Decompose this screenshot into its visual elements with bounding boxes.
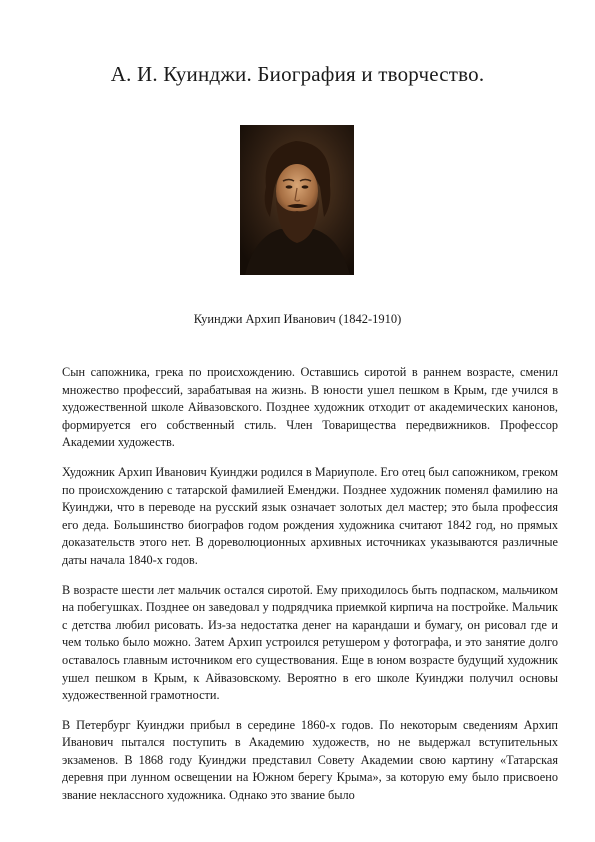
portrait-illustration [240,125,354,275]
paragraph: Сын сапожника, грека по происхождению. Оставшись сиротой в раннем возрасте, сменил множество профессий, зарабатывая на жизнь. В юности ушел пешком в Крым, где учился в художественной школе Айвазовского. Позднее художник отходит от академических канонов, формируется его собственный стиль. Член Товарищества передвижников. Профессор Академии художеств. [62,365,558,450]
paragraph: В Петербург Куинджи прибыл в середине 1860-х годов. По некоторым сведениям Архип Иванович пытался поступить в Академию художеств, но не выдержал вступительных экзаменов. В 1868 году Куинджи представил Совету Академии свою картину «Татарская деревня при лунном освещении на Южном берегу Крыма», за которую ему было присвоено звание неклассного художника. Однако это звание было [62,717,558,803]
portrait-image [240,125,354,275]
document-body [62,364,558,817]
paragraph: Художник Архип Иванович Куинджи родился в Мариуполе. Его отец был сапожником, греком по происхождению с татарской фамилией Еменджи. Позднее художник поменял фамилию на Куинджи, что в переводе на русский язык означает золотых дел мастер; это была профессия его деда. Большинство биографов годом рождения художника считают 1842 год, но прямых доказательств этого нет. В дореволюционных архивных источниках указываются различные даты начала 1840-х годов. [62,464,558,567]
portrait-caption: Куинджи Архип Иванович (1842-1910) [193,312,402,326]
page-title: А. И. Куинджи. Биография и творчество. [110,62,485,86]
paragraph: В возрасте шести лет мальчик остался сиротой. Ему приходилось быть подпаском, мальчиком на побегушках. Позднее он заведовал у подрядчика приемкой кирпича на постройке. Мальчик с детства любил рисовать. Из-за недостатка денег на карандаши и бумагу, он рисовал где и чем только было можно. Затем Архип устроился ретушером у фотографа, и это занятие долго оставалось главным источником его существования. Еще в юном возрасте будущий художник ушел пешком в Крым, к Айвазовскому. Вероятно в его школе Куинджи получил основы художественной грамотности. [62,582,558,703]
